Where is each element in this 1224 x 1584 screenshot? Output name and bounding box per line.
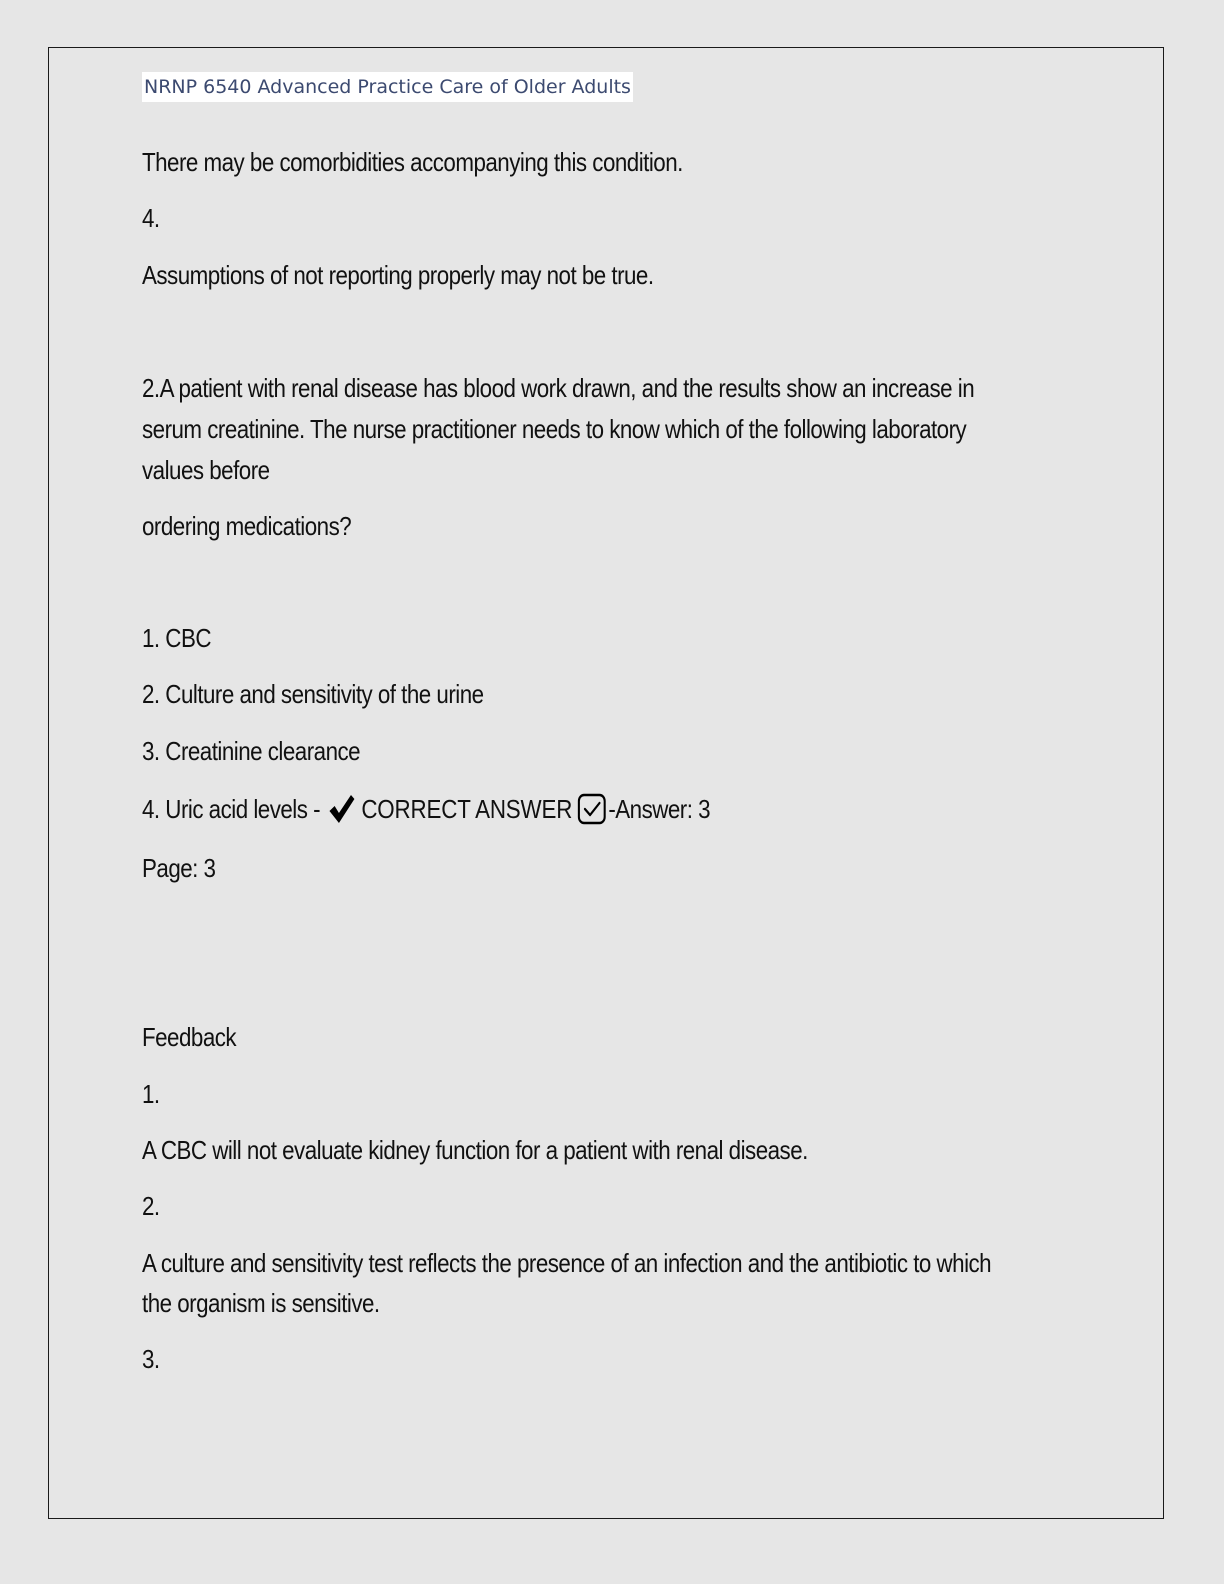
option-2: 2. Culture and sensitivity of the urine xyxy=(142,679,484,709)
question-text-line-1: 2.A patient with renal disease has blood work drawn, and the results show an increase in xyxy=(142,373,975,403)
question-text-line-2: serum creatinine. The nurse practitioner needs to know which of the following laboratory xyxy=(142,414,967,444)
question-text-line-3: values before xyxy=(142,455,270,485)
feedback-number-4: 4. xyxy=(142,203,160,233)
feedback-number-1: 1. xyxy=(142,1079,160,1109)
heavy-check-icon xyxy=(327,792,356,826)
feedback-number-3: 3. xyxy=(142,1344,160,1374)
feedback-heading: Feedback xyxy=(142,1022,237,1052)
option-3: 3. Creatinine clearance xyxy=(142,736,361,766)
feedback-text-1: A CBC will not evaluate kidney function for a patient with renal disease. xyxy=(142,1135,808,1165)
option-4-answer-row xyxy=(142,789,710,829)
feedback-line-comorbidities: There may be comorbidities accompanying this condition. xyxy=(142,147,683,177)
checkbox-checked-icon xyxy=(577,792,606,826)
feedback-number-2: 2. xyxy=(142,1191,160,1221)
question-text-line-4: ordering medications? xyxy=(142,511,352,541)
option-4: 4. Uric acid levels - xyxy=(142,794,321,824)
feedback-line-assumptions: Assumptions of not reporting properly may not be true. xyxy=(142,260,654,290)
correct-answer-label: CORRECT ANSWER xyxy=(361,794,573,824)
course-title-header: NRNP 6540 Advanced Practice Care of Older Adults xyxy=(142,72,633,102)
feedback-text-2-line-2: the organism is sensitive. xyxy=(142,1288,380,1318)
page-reference: Page: 3 xyxy=(142,853,216,883)
answer-text: -Answer: 3 xyxy=(608,794,711,824)
feedback-text-2-line-1: A culture and sensitivity test reflects the presence of an infection and the antibiotic to which xyxy=(142,1248,992,1278)
option-1: 1. CBC xyxy=(142,623,211,653)
